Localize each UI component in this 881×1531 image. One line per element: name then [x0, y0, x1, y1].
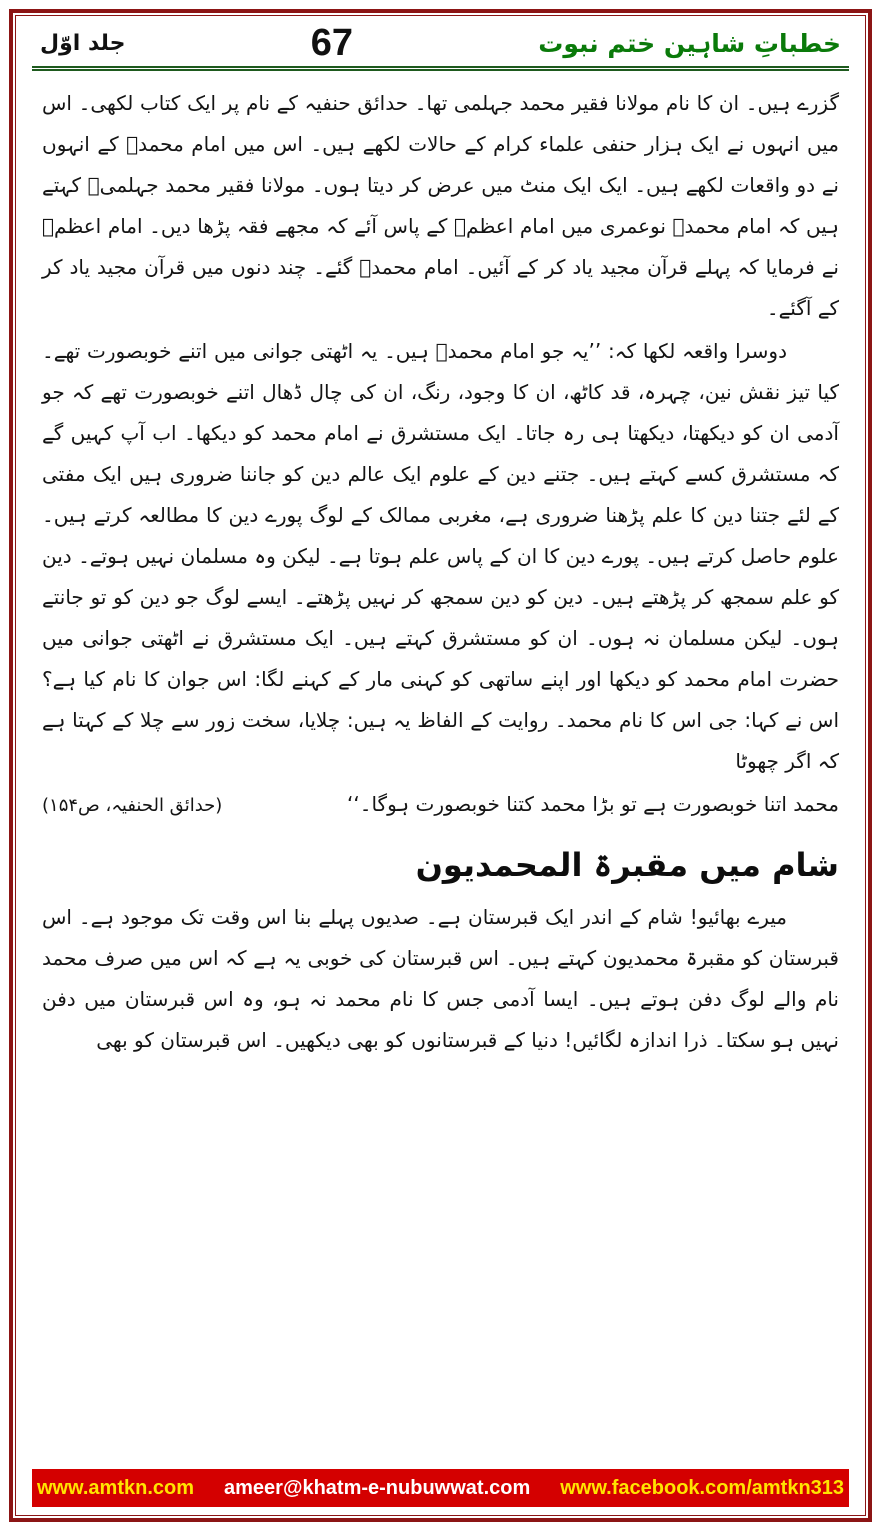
website-url: www.amtkn.com — [36, 1476, 195, 1499]
paragraph-graveyard: میرے بھائیو! شام کے اندر ایک قبرستان ہے۔ صدیوں پہلے بنا اس وقت تک موجود ہے۔ اس قبرستان کو مقبرۃ محمدیون کہتے ہیں۔ اس قبرستان کی خوبی یہ ہے کہ اس میں صرف محمد نام والے لوگ دفن ہوتے ہیں۔ ایسا آدمی جس کا نام محمد نہ ہو، وہ اس قبرستان میں دفن نہیں ہو سکتا۔ ذرا اندازہ لگائیں! دنیا کے قبرستانوں کو بھی دیکھیں۔ اس قبرستان کو بھی — [42, 905, 839, 1052]
paragraph-quote: دوسرا واقعہ لکھا کہ: ’’یہ جو امام محمدؒ ہیں۔ یہ اٹھتی جوانی میں اتنے خوبصورت تھے۔ کیا تیز نقش نین، چہرہ، قد کاٹھ، ان کا وجود، رنگ، ان کی چال ڈھال اتنے خوبصورت تھے کہ جو آدمی ان کو دیکھتا، دیکھتا ہی رہ جاتا۔ ایک مستشرق نے امام محمد کو دیکھا۔ اب آپ کہیں گے کہ مستشرق کسے کہتے ہیں۔ جتنے دین کے علوم ایک عالم دین کو جاننا ضروری ہیں ایک مفتی کے لئے جتنا دین کا علم پڑھنا ضروری ہے، مغربی ممالک کے لوگ پورے دین کا مطالعہ کرتے ہیں۔ علوم حاصل کرتے ہیں۔ پورے دین کا ان کے پاس علم ہوتا ہے۔ لیکن وہ مسلمان نہیں ہوتے۔ دین کو علم سمجھ کر پڑھتے ہیں۔ دین کو دین سمجھ کر نہیں پڑھتے۔ ایسے لوگ جو دین کو تو جانتے ہوں۔ لیکن مسلمان نہ ہوں۔ ان کو مستشرق کہتے ہیں۔ ایک مستشرق نے اٹھتی جوانی میں حضرت امام محمد کو دیکھا اور اپنے ساتھی کو کہنی مار کے کہنے لگا: اس جوان کا نام کیا ہے؟ اس نے کہا: جی اس کا نام محمد۔ روایت کے الفاظ یہ ہیں: چلایا، سخت زور سے چلا کے کہتا ہے کہ اگر چھوٹا — [42, 339, 839, 773]
page-body — [32, 71, 849, 1469]
page-border-inner — [15, 15, 866, 1516]
email-address: ameer@khatm-e-nubuwwat.com — [224, 1476, 531, 1499]
facebook-url: www.facebook.com/amtkn313 — [560, 1476, 845, 1499]
section-heading: شام میں مقبرۃ المحمدیون — [415, 846, 839, 884]
volume-label: جلد اوّل — [40, 30, 126, 56]
quote-last-line: محمد اتنا خوبصورت ہے تو بڑا محمد کتنا خوبصورت ہوگا۔‘‘ — [347, 792, 839, 816]
page-header — [32, 22, 849, 71]
page-border-outer — [9, 9, 872, 1522]
footer-bar — [32, 1469, 849, 1507]
paragraph-continuation: گزرے ہیں۔ ان کا نام مولانا فقیر محمد جہلمی تھا۔ حدائق حنفیہ کے نام پر ایک کتاب لکھی۔ اس میں انہوں نے ایک ہزار حنفی علماء کرام کے حالات لکھے ہیں۔ اس میں امام محمدؒ کے انہوں نے دو واقعات لکھے ہیں۔ ایک ایک منٹ میں عرض کر دیتا ہوں۔ مولانا فقیر محمد جہلمیؒ کہتے ہیں کہ امام محمدؒ نوعمری میں امام اعظمؒ کے پاس آئے کہ مجھے فقہ پڑھا دیں۔ امام اعظمؒ نے فرمایا کہ پہلے قرآن مجید یاد کر کے آئیں۔ امام محمدؒ گئے۔ چند دنوں میں قرآن مجید یاد کر کے آگئے۔ — [42, 91, 839, 320]
quote-end-row — [42, 784, 839, 825]
book-title: خطباتِ شاہین ختم نبوت — [538, 28, 841, 58]
citation-reference: (حدائق الحنفیہ، ص۱۵۴) — [42, 795, 223, 816]
page-number: 67 — [310, 22, 354, 64]
